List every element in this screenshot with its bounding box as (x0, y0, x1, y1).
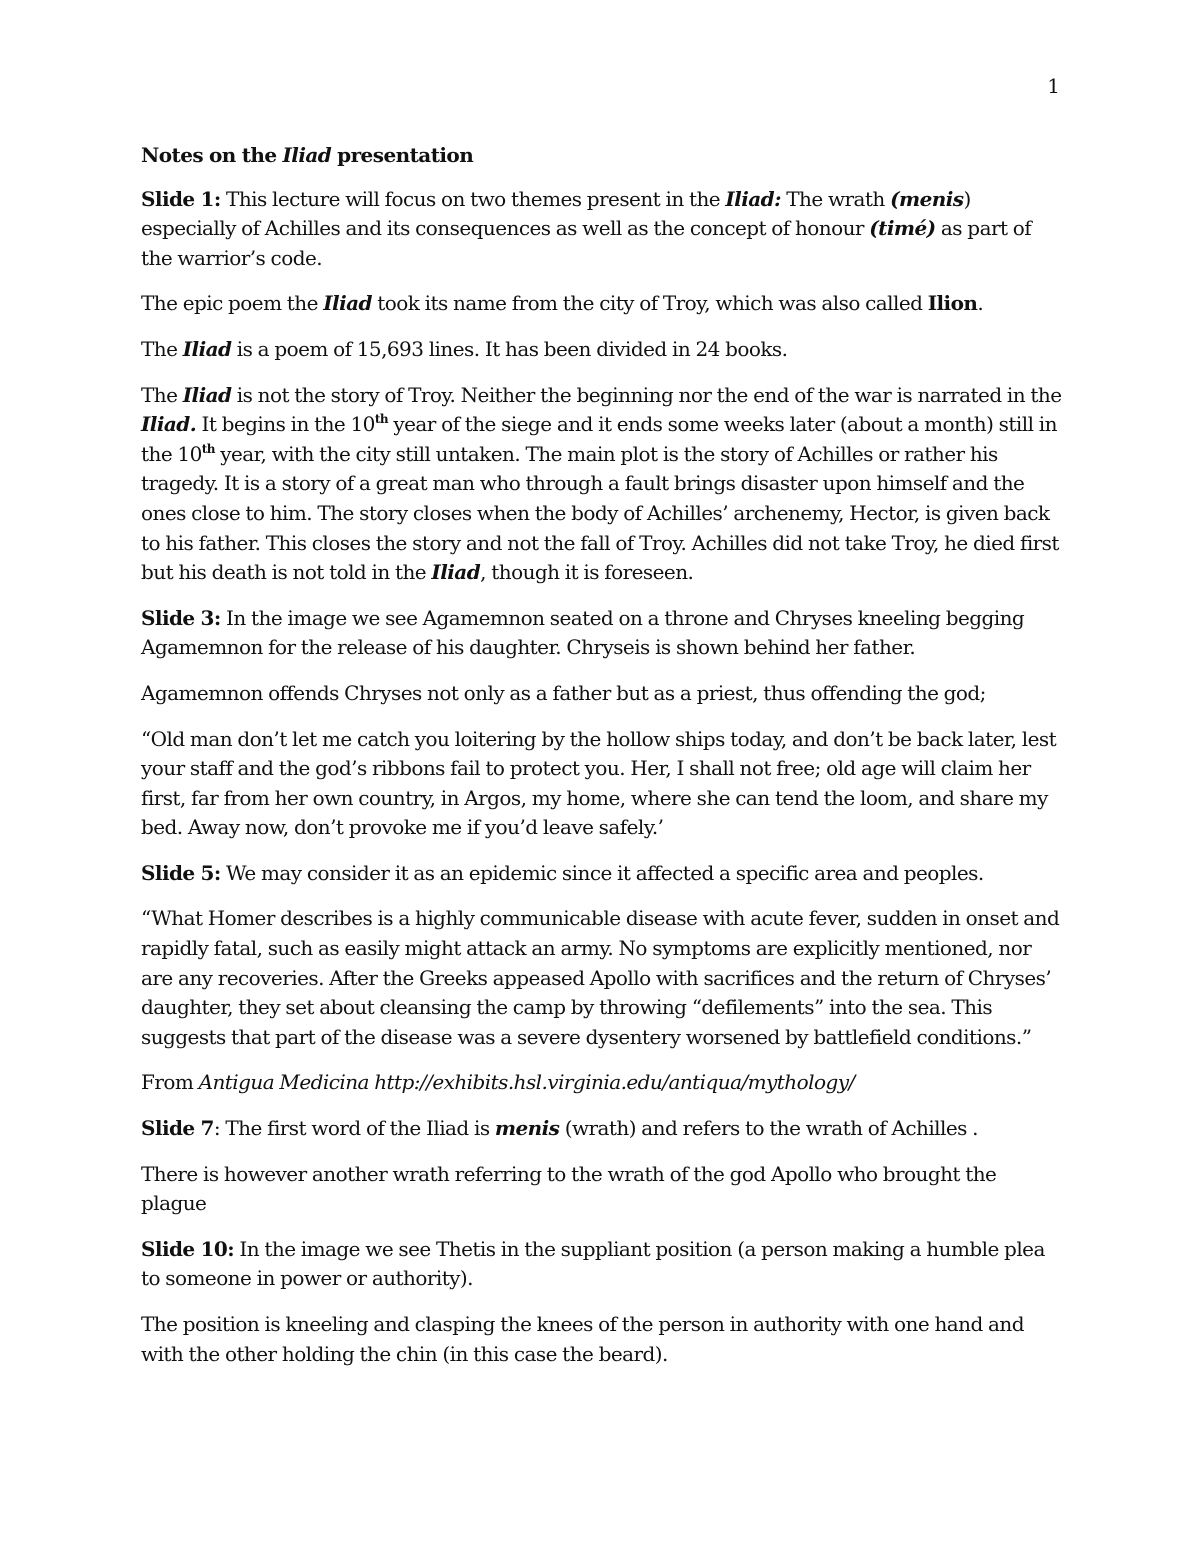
text-run: . (977, 291, 984, 316)
slide-label: Slide 10: (141, 1236, 235, 1261)
italic-term: Iliad (182, 336, 232, 361)
text-run: In the image we see Agamemnon seated on a throne and Chryses kneeling begging Agamemnon for the release of his daughter. Chryseis is shown behind her father. (141, 605, 1025, 660)
ordinal-superscript: th (201, 441, 215, 456)
document-title (141, 141, 1063, 171)
text-run: “What Homer describes is a highly communicable disease with acute fever, sudden in onset and rapidly fatal, such as easily might attack an army. No symptoms are explicitly mentioned, nor are any recoveries. After the Greeks appeased Apollo with sacrifices and the return of Chryses’ daughter, they set about cleansing the camp by throwing “defilements” into the sea. This suggests that part of the disease was a severe dysentery worsened by battlefield conditions.” (141, 906, 1060, 1049)
title-italic: Iliad (282, 143, 332, 167)
text-run: (wrath) and refers to the wrath of Achilles . (559, 1116, 978, 1141)
text-run: Agamemnon offends Chryses not only as a father but as a priest, thus offending the god; (141, 680, 986, 705)
paragraph-epic-poem (141, 289, 1063, 319)
text-run: is a poem of 15,693 lines. It has been divided in 24 books. (231, 336, 788, 361)
paragraph-not-story-of-troy (141, 381, 1063, 588)
title-prefix: Notes on the (141, 143, 283, 167)
source-citation: Antigua Medicina http://exhibits.hsl.virginia.edu/antiqua/mythology/ (198, 1070, 855, 1095)
document-body (141, 141, 1063, 1385)
title-suffix: presentation (331, 143, 474, 167)
italic-term: menis (494, 1116, 560, 1141)
paragraph-source (141, 1068, 1063, 1098)
text-run: took its name from the city of Troy, which was also called (371, 291, 928, 316)
paragraph-slide-3 (141, 604, 1063, 663)
text-run: as part of the warrior’s code. (141, 216, 1032, 270)
italic-term: Iliad. (141, 412, 197, 437)
text-run: It begins in the 10 (196, 412, 375, 437)
italic-term: Iliad (182, 382, 232, 407)
paragraph-slide-5 (141, 859, 1063, 889)
text-run: From (141, 1070, 199, 1095)
paragraph-quote-agamemnon (141, 725, 1063, 843)
text-run: , though it is foreseen. (480, 560, 694, 585)
text-run: There is however another wrath referring to the wrath of the god Apollo who brought the plague (141, 1161, 997, 1216)
text-run: This lecture will focus on two themes present in the (220, 186, 726, 211)
italic-term: Iliad (431, 560, 481, 585)
paragraph-apollo-wrath (141, 1160, 1063, 1219)
paragraph-line-count (141, 335, 1063, 365)
paragraph-agamemnon-offends (141, 679, 1063, 709)
paragraph-slide-10 (141, 1235, 1063, 1294)
text-run: The wrath (780, 186, 891, 211)
page-number: 1 (1047, 74, 1060, 98)
text-run: The (141, 336, 183, 361)
italic-term: Iliad: (725, 186, 781, 211)
text-run: : The first word of the Iliad is (213, 1116, 495, 1141)
text-run: “Old man don’t let me catch you loitering by the hollow ships today, and don’t be back later, lest your staff and the god’s ribbons fail to protect you. Her, I shall not free; old age will claim her first, far from her own country, in Argos, my home, where she can tend the loom, and share my bed. Away now, don’t provoke me if you’d leave safely.’ (141, 726, 1057, 840)
paragraph-slide-7 (141, 1114, 1063, 1144)
slide-label: Slide 7 (141, 1116, 214, 1141)
paragraph-kneeling-position (141, 1310, 1063, 1369)
slide-label: Slide 3: (141, 605, 221, 630)
text-run: The epic poem the (141, 291, 324, 316)
text-run: The (141, 382, 183, 407)
text-run: year, with the city still untaken. The main plot is the story of Achilles or rather his tragedy. It is a story of a great man who through a fault brings disaster upon himself and the ones close to him. The story closes when the body of Achilles’ archenemy, Hector, is given back to his father. This closes the story and not the fall of Troy. Achilles did not take Troy, he died first but his death is not told in the (141, 441, 1059, 585)
italic-term: (timé) (869, 216, 936, 241)
text-run: In the image we see Thetis in the suppliant position (a person making a humble plea to someone in power or authority). (141, 1236, 1045, 1291)
bold-term: Ilion (927, 291, 978, 316)
paragraph-quote-homer-disease (141, 904, 1063, 1052)
text-run: We may consider it as an epidemic since it affected a specific area and peoples. (220, 860, 984, 885)
slide-label: Slide 5: (141, 860, 221, 885)
text-run: year of the siege and it ends some weeks later (about a month) still in the 10 (141, 412, 1057, 466)
italic-term: Iliad (323, 291, 372, 316)
text-run: The position is kneeling and clasping the knees of the person in authority with one hand and with the other holding the chin (in this case the beard). (141, 1312, 1025, 1366)
paragraph-slide-1 (141, 185, 1063, 274)
italic-term: (menis (890, 186, 964, 211)
ordinal-superscript: th (374, 412, 389, 427)
text-run: ) especially of Achilles and its consequences as well as the concept of honour (141, 186, 971, 241)
slide-label: Slide 1: (141, 186, 221, 211)
text-run: is not the story of Troy. Neither the beginning nor the end of the war is narrated in the (231, 382, 1062, 407)
